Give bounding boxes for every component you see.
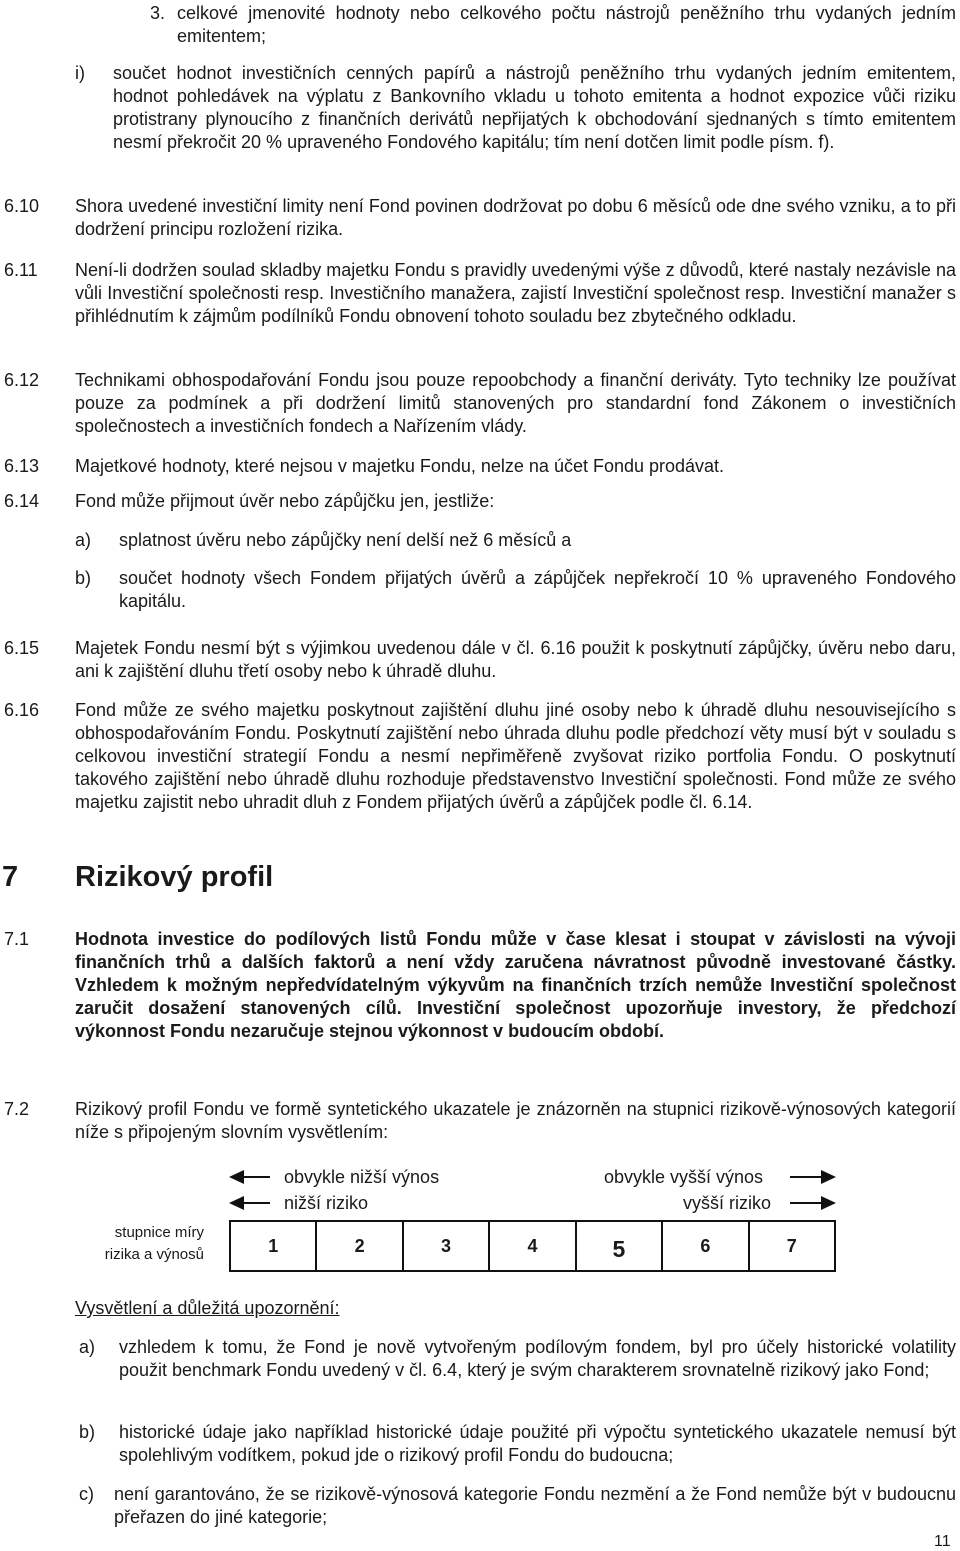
heading-risk-profile: Rizikový profil xyxy=(75,861,274,893)
risk-category-7: 7 xyxy=(786,1235,797,1256)
section-6-11-text: Není-li dodržen soulad skladby majetku Fondu s pravidly uvedenými výše z důvodů, které nastaly nezávisle na vůli Investiční společnosti resp. Investičního manažera, zajistí Investiční společnost resp. Investiční manažer s přihlédnutím k zájmům podílníků Fondu obnovení tohoto souladu bez zbytečného odkladu. xyxy=(75,260,956,326)
right-arrow-return xyxy=(790,1170,836,1184)
section-7-1-text: Hodnota investice do podílových listů Fondu může v čase klesat i stoupat v závislosti na vývoji finančních trhů a dalších faktorů a není vždy zaručena návratnost původně investované částky. Vzhledem k možným nepředvídatelným výkyvům na finančních trzích nemůže Investiční společnost zaručit dosažení stanovených cílů. Investiční společnost upozorňuje investory, že předchozí výkonnost Fondu nezaručuje stejnou výkonnost v budoucím období. xyxy=(75,929,956,1041)
left-arrow-return xyxy=(229,1170,270,1184)
scale-caption-line2: rizika a výnosů xyxy=(104,1246,204,1263)
left-arrow-risk xyxy=(229,1196,270,1210)
note-b-text: historické údaje jako například historické údaje použité při výpočtu syntetického ukazatele nemusí být spolehlivým vodítkem, pokud jde o rizikový profil Fondu do budoucna; xyxy=(119,1422,956,1465)
scale-caption xyxy=(70,1222,204,1266)
section-6-16-text: Fond může ze svého majetku poskytnout zajištění dluhu jiné osoby nebo k úhradě dluhu nesouvisejícího s obhospodařováním Fondu. Poskytnutí zajištění nebo úhrada dluhu podle předchozí věty musí být v souladu s celkovou investiční strategií Fondu a nesmí nepřiměřeně zvyšovat riziko portfolia Fondu. O poskytnutí takového zajištění nebo úhradě dluhu rozhoduje představenstvo Investiční společnosti. Fond může ze svého majetku zajistit nebo uhradit dluh z Fondem přijatých úvěrů a zápůjček podle čl. 6.14. xyxy=(75,700,956,812)
risk-category-6: 6 xyxy=(663,1222,749,1270)
section-number-6-14: 6.14 xyxy=(4,491,40,511)
risk-category-1: 1 xyxy=(231,1222,317,1270)
note-label-c: c) xyxy=(79,1484,94,1504)
section-number-6-12: 6.12 xyxy=(4,370,40,390)
section-6-12-text: Technikami obhospodařování Fondu jsou pouze repoobchody a finanční deriváty. Tyto techniky lze používat pouze za podmínek a při dodržení limitů stanovených pro standardní fond Zákonem o investičních společnostech a investičních fondech a Nařízením vlády. xyxy=(75,370,956,436)
list-item-i-text: součet hodnot investičních cenných papírů a nástrojů peněžního trhu vydaných jedním emitentem, hodnot pohledávek na výplatu z Bankovního vkladu u tohoto emitenta a hodnot expozice vůči riziku protistrany plynoucího z finančních derivátů nepřijatých k obchodování sjednaných s tímto emitentem nesmí překročit 20 % upraveného Fondového kapitálu; tím není dotčen limit podle písm. f). xyxy=(113,63,956,152)
scale-high-risk-label: vyšší riziko xyxy=(683,1193,772,1213)
note-label-a: a) xyxy=(79,1337,96,1357)
section-number-7-2: 7.2 xyxy=(4,1099,30,1119)
note-label-b: b) xyxy=(79,1422,96,1442)
scale-low-risk-label: nižší riziko xyxy=(284,1193,369,1213)
risk-category-4: 4 xyxy=(490,1222,576,1270)
note-a-text: vzhledem k tomu, že Fond je nově vytvořeným podílovým fondem, byl pro účely historické volatility použit benchmark Fondu uvedený v čl. 6.4, který je svým charakterem srovnatelně rizikový jako Fond; xyxy=(119,1337,956,1380)
sublist-item-a-text: splatnost úvěru nebo zápůjčky není delší než 6 měsíců a xyxy=(119,530,572,550)
heading-number-7: 7 xyxy=(2,861,19,893)
section-7-2-text: Rizikový profil Fondu ve formě syntetického ukazatele je znázorněn na stupnici rizikově-výnosových kategorií níže s připojeným slovním vysvětlením: xyxy=(75,1099,956,1142)
scale-caption-line1: stupnice míry xyxy=(114,1224,204,1241)
section-6-14-text: Fond může přijmout úvěr nebo zápůjčku jen, jestliže: xyxy=(75,491,495,511)
sublist-label-b: b) xyxy=(75,568,92,588)
section-number-6-16: 6.16 xyxy=(4,700,40,720)
risk-scale-table xyxy=(229,1220,836,1272)
page-number: 11 xyxy=(934,1533,951,1550)
list-label-3: 3. xyxy=(150,3,166,23)
sublist-label-a: a) xyxy=(75,530,92,550)
list-label-i: i) xyxy=(75,63,85,83)
section-6-15-text: Majetek Fondu nesmí být s výjimkou uvedenou dále v čl. 6.16 použit k poskytnutí zápůjčky, úvěru nebo daru, ani k zajištění dluhu třetí osoby nebo k úhradě dluhu. xyxy=(75,638,956,681)
list-item-3-text: celkové jmenovité hodnoty nebo celkového počtu nástrojů peněžního trhu vydaných jedním emitentem; xyxy=(177,3,956,46)
section-6-10-text: Shora uvedené investiční limity není Fond povinen dodržovat po dobu 6 měsíců ode dne svého vzniku, a to při dodržení principu rozložení rizika. xyxy=(75,196,956,239)
note-c-text: není garantováno, že se rizikově-výnosová kategorie Fondu nezmění a že Fond nemůže být v budoucnu přeřazen do jiné kategorie; xyxy=(114,1484,956,1527)
scale-low-return-label: obvykle nižší výnos xyxy=(284,1167,440,1187)
section-number-6-15: 6.15 xyxy=(4,638,40,658)
section-number-6-13: 6.13 xyxy=(4,456,40,476)
right-arrow-risk xyxy=(790,1196,836,1210)
section-number-6-10: 6.10 xyxy=(4,196,40,216)
section-number-6-11: 6.11 xyxy=(4,260,38,280)
risk-category-2: 2 xyxy=(317,1222,403,1270)
sublist-item-b-text: součet hodnoty všech Fondem přijatých úvěrů a zápůjček nepřekročí 10 % upraveného Fondového kapitálu. xyxy=(119,568,956,611)
notes-heading: Vysvětlení a důležitá upozornění: xyxy=(75,1298,340,1318)
risk-category-3: 3 xyxy=(404,1222,490,1270)
risk-category-5-selected: 5 xyxy=(577,1222,663,1270)
scale-high-return-label: obvykle vyšší výnos xyxy=(604,1167,764,1187)
section-number-7-1: 7.1 xyxy=(4,929,30,949)
section-6-13-text: Majetkové hodnoty, které nejsou v majetku Fondu, nelze na účet Fondu prodávat. xyxy=(75,456,725,476)
